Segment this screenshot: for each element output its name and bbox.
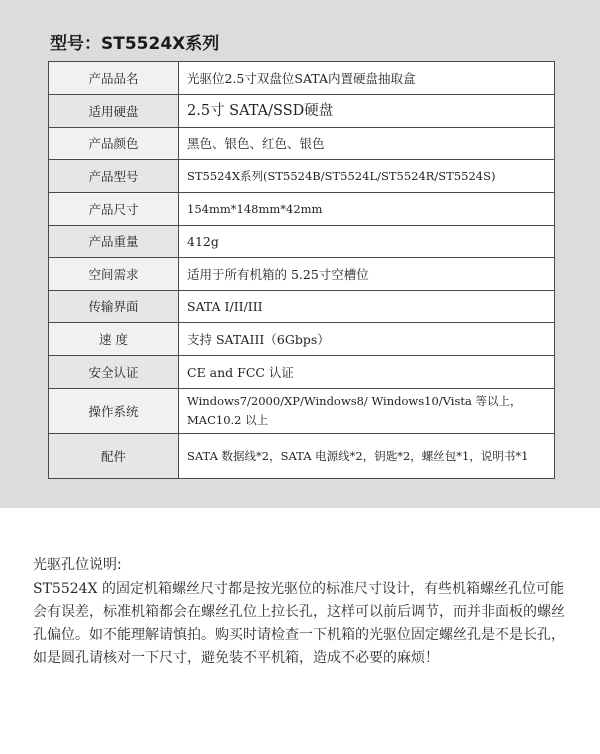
spec-table bbox=[48, 61, 555, 479]
spec-label: 产品品名 bbox=[49, 62, 179, 95]
spec-label: 空间需求 bbox=[49, 258, 179, 291]
spec-label: 产品型号 bbox=[49, 160, 179, 193]
table-row bbox=[49, 193, 555, 226]
table-row bbox=[49, 226, 555, 258]
spec-label: 操作系统 bbox=[49, 389, 179, 434]
spec-value: SATA 数据线*2，SATA 电源线*2，钥匙*2，螺丝包*1，说明书*1 bbox=[179, 434, 555, 479]
spec-label: 产品颜色 bbox=[49, 128, 179, 160]
table-row bbox=[49, 160, 555, 193]
model-title: 型号：ST5524X系列 bbox=[50, 34, 220, 54]
spec-label: 适用硬盘 bbox=[49, 95, 179, 128]
table-row bbox=[49, 356, 555, 389]
spec-label: 产品重量 bbox=[49, 226, 179, 258]
spec-label: 速 度 bbox=[49, 323, 179, 356]
table-row bbox=[49, 291, 555, 323]
table-row bbox=[49, 95, 555, 128]
table-row bbox=[49, 434, 555, 479]
table-row bbox=[49, 389, 555, 434]
notice-title: 光驱孔位说明: bbox=[33, 557, 122, 573]
spec-value: 适用于所有机箱的 5.25寸空槽位 bbox=[179, 258, 555, 291]
spec-value: 黑色、银色、红色、银色 bbox=[179, 128, 555, 160]
notice-body: ST5524X 的固定机箱螺丝尺寸都是按光驱位的标准尺寸设计，有些机箱螺丝孔位可能会有误差，标准机箱都会在螺丝孔位上拉长孔，这样可以前后调节，而并非面板的螺丝孔偏位。如不能理解请慎拍。购买时请检查一下机箱的光驱位固定螺丝孔是不是长孔，如是圆孔请核对一下尺寸，避免装不平机箱，造成不必要的麻烦！ bbox=[33, 581, 565, 666]
spec-label: 配件 bbox=[49, 434, 179, 479]
table-row bbox=[49, 258, 555, 291]
spec-label: 传输界面 bbox=[49, 291, 179, 323]
spec-label: 产品尺寸 bbox=[49, 193, 179, 226]
table-row bbox=[49, 323, 555, 356]
spec-value: ST5524X系列(ST5524B/ST5524L/ST5524R/ST5524S) bbox=[179, 160, 555, 193]
spec-value: 154mm*148mm*42mm bbox=[179, 193, 555, 226]
spec-value: 光驱位2.5寸双盘位SATA内置硬盘抽取盒 bbox=[179, 62, 555, 95]
table-row bbox=[49, 62, 555, 95]
spec-value: 支持 SATAIII（6Gbps） bbox=[179, 323, 555, 356]
spec-value: Windows7/2000/XP/Windows8/ Windows10/Vista 等以上，MAC10.2 以上 bbox=[179, 389, 555, 434]
notice-section bbox=[0, 508, 600, 754]
spec-value: 2.5寸 SATA/SSD硬盘 bbox=[179, 95, 555, 128]
spec-value: 412g bbox=[179, 226, 555, 258]
spec-label: 安全认证 bbox=[49, 356, 179, 389]
table-row bbox=[49, 128, 555, 160]
spec-value: CE and FCC 认证 bbox=[179, 356, 555, 389]
spec-value: SATA I/II/III bbox=[179, 291, 555, 323]
